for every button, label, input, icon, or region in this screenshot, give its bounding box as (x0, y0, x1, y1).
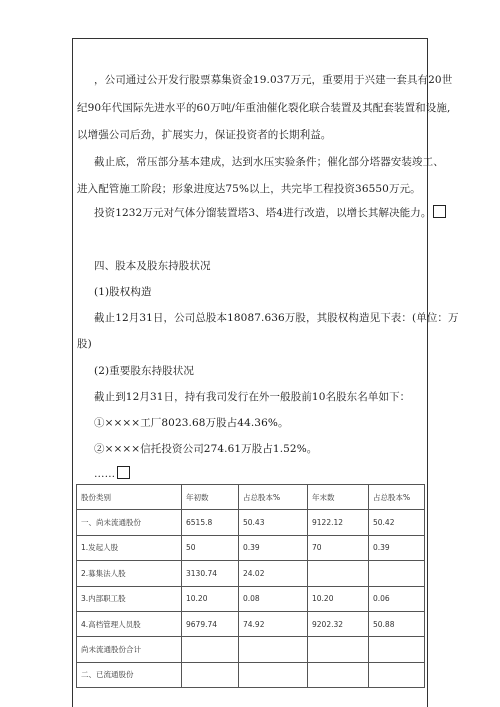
table-row (77, 510, 425, 535)
table-row (77, 535, 425, 560)
table-cell: 9679.74 (182, 611, 239, 636)
table-cell: 50.42 (369, 510, 425, 535)
table-header-cell: 占总股本% (369, 485, 425, 510)
table-cell (239, 662, 308, 687)
table-cell: 二、已流通股份 (77, 662, 182, 687)
paragraph-4-line-1: 截止12月31日，公司总股本18087.636万股，其股权构造见下表：(单位：万 (94, 312, 459, 324)
table-cell: 10.20 (182, 586, 239, 611)
paragraph-3-text: 投资1232万元对气体分馏装置塔3、塔4进行改造，以增长其解决能力。 (94, 207, 432, 219)
table-cell: 50 (182, 535, 239, 560)
table-cell: 6515.8 (182, 510, 239, 535)
table-header-cell: 股份类别 (77, 485, 182, 510)
paragraph-1-line-2: 纪90年代国际先进水平的60万吨/年重油催化裂化联合装置及其配套装置和设施, (77, 102, 451, 114)
table-cell: 1.发起人股 (77, 535, 182, 560)
table-cell: 2.募集法人股 (77, 561, 182, 586)
table-cell (308, 662, 369, 687)
table-cell: 尚未流通股份合计 (77, 637, 182, 662)
table-cell: 50.43 (239, 510, 308, 535)
table-cell: 50.88 (369, 611, 425, 636)
table-cell: 3.内部职工股 (77, 586, 182, 611)
table-row (77, 662, 425, 687)
table-cell (308, 561, 369, 586)
table-cell: 9202.32 (308, 611, 369, 636)
paragraph-4-line-2: 股) (77, 338, 92, 350)
table-row (77, 586, 425, 611)
subsection-1-title: (1)股权构造 (94, 286, 152, 298)
table-cell (369, 561, 425, 586)
table-cell (182, 662, 239, 687)
checkbox-placeholder-icon (433, 205, 446, 218)
table-cell: 0.08 (239, 586, 308, 611)
table-header-cell: 占总股本% (239, 485, 308, 510)
holder-1: ①××××工厂8023.68万股占44.36%。 (94, 417, 289, 429)
holder-2: ②××××信托投资公司274.61万股占1.52%。 (94, 443, 318, 455)
table-cell: 0.39 (369, 535, 425, 560)
paragraph-5-line-1: 截止到12月31日，持有我司发行在外一般股前10名股东名单如下： (94, 391, 411, 403)
ellipsis-text: …… (94, 468, 116, 480)
table-cell: 24.02 (239, 561, 308, 586)
table-cell (239, 637, 308, 662)
paragraph-2-line-2: 进入配管施工阶段；形象进度达75%以上，共完毕工程投资36550万元。 (77, 183, 421, 195)
table-cell (182, 637, 239, 662)
table-row (77, 561, 425, 586)
subsection-2-title: (2)重要股东持股状况 (94, 365, 194, 377)
table-header-row (77, 485, 425, 510)
ellipsis-line (94, 466, 130, 480)
table-cell: 70 (308, 535, 369, 560)
paragraph-3-line-1 (94, 205, 446, 220)
table-cell: 4.高档管理人员股 (77, 611, 182, 636)
table-row (77, 611, 425, 636)
table-header-cell: 年末数 (308, 485, 369, 510)
table-cell: 9122.12 (308, 510, 369, 535)
checkbox-placeholder-icon (117, 466, 130, 479)
table-cell: 0.39 (239, 535, 308, 560)
paragraph-1-line-1: ，公司通过公开发行股票募集资金19.037万元，重要用于兴建一套具有20世 (94, 74, 453, 86)
table-cell (308, 637, 369, 662)
table-cell: 74.92 (239, 611, 308, 636)
table-cell: 10.20 (308, 586, 369, 611)
table-cell: 3130.74 (182, 561, 239, 586)
section-4-title: 四、股本及股东持股状况 (94, 260, 211, 272)
paragraph-1-line-3: 以增强公司后劲，扩展实力，保证投资者的长期利益。 (77, 129, 332, 141)
paragraph-2-line-1: 截止底，常压部分基本建成，达到水压实验条件；催化部分塔器安装竣工、 (94, 156, 444, 168)
share-structure-table (76, 484, 425, 688)
table-cell (369, 637, 425, 662)
table-cell: 0.06 (369, 586, 425, 611)
table-row (77, 637, 425, 662)
table-header-cell: 年初数 (182, 485, 239, 510)
table-cell: 一、尚未流通股份 (77, 510, 182, 535)
table-cell (369, 662, 425, 687)
